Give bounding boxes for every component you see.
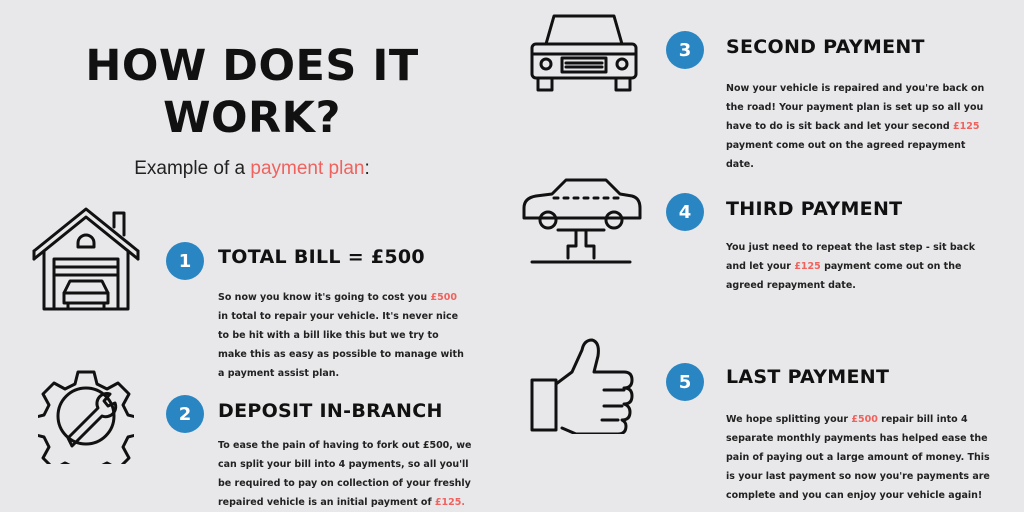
step-1-badge: 1 bbox=[166, 242, 204, 280]
step-5-body bbox=[726, 410, 994, 505]
page-title bbox=[62, 40, 442, 144]
amount-highlight: £500 bbox=[851, 414, 878, 425]
step-3-badge: 3 bbox=[666, 31, 704, 69]
amount-highlight: £125. bbox=[434, 497, 465, 508]
subtitle-prefix: Example of a bbox=[134, 158, 251, 179]
thumbs-up-icon bbox=[528, 334, 638, 434]
amount-highlight: £125 bbox=[953, 121, 980, 132]
amount-highlight: £500 bbox=[430, 292, 457, 303]
step-4-body bbox=[726, 238, 994, 295]
body-text: You just need to repeat the last step - sit back and let your bbox=[726, 242, 976, 272]
body-text: Now your vehicle is repaired and you're back on the road! Your payment plan is set up so all you have to do is sit back and let your second bbox=[726, 83, 985, 132]
step-2-badge: 2 bbox=[166, 395, 204, 433]
body-text: To ease the pain of having to fork out £500, we can split your bill into 4 payments, so all you'll be required to pay on collection of your freshly repaired vehicle is an initial payment of bbox=[218, 440, 472, 508]
car-lift-icon bbox=[518, 178, 644, 268]
subtitle-highlight: payment plan bbox=[250, 158, 365, 179]
body-text: payment come out on the agreed repayment date. bbox=[726, 140, 966, 170]
body-text: So now you know it's going to cost you bbox=[218, 292, 431, 303]
body-text: in total to repair your vehicle. It's never nice to be hit with a bill like this but we try to make this as easy as possible to manage with a payment assist plan. bbox=[218, 311, 464, 379]
gear-wrench-icon bbox=[38, 368, 134, 464]
page-title-line-2: WORK? bbox=[163, 93, 341, 143]
step-1-title: TOTAL BILL = £500 bbox=[218, 246, 425, 268]
step-4-title: THIRD PAYMENT bbox=[726, 198, 903, 220]
page-title-line-1: HOW DOES IT bbox=[85, 41, 419, 91]
step-2-title: DEPOSIT IN-BRANCH bbox=[218, 400, 443, 422]
step-3-title: SECOND PAYMENT bbox=[726, 36, 925, 58]
step-5-badge: 5 bbox=[666, 363, 704, 401]
body-text: repair bill into 4 separate monthly payments has helped ease the pain of paying out a large amount of money. This is your last payment so now you're payments are complete and you can enjoy your vehicle again! bbox=[726, 414, 990, 501]
step-2-body bbox=[218, 436, 473, 512]
subtitle-suffix: : bbox=[364, 158, 370, 179]
house-garage-car-icon bbox=[30, 203, 142, 313]
step-4-badge: 4 bbox=[666, 193, 704, 231]
car-front-icon bbox=[528, 10, 640, 94]
step-1-body bbox=[218, 288, 468, 383]
step-3-body bbox=[726, 79, 994, 174]
subtitle bbox=[82, 158, 422, 180]
body-text: We hope splitting your bbox=[726, 414, 852, 425]
step-5-title: LAST PAYMENT bbox=[726, 366, 890, 388]
amount-highlight: £125 bbox=[794, 261, 821, 272]
body-text: payment come out on the agreed repayment date. bbox=[726, 261, 962, 291]
